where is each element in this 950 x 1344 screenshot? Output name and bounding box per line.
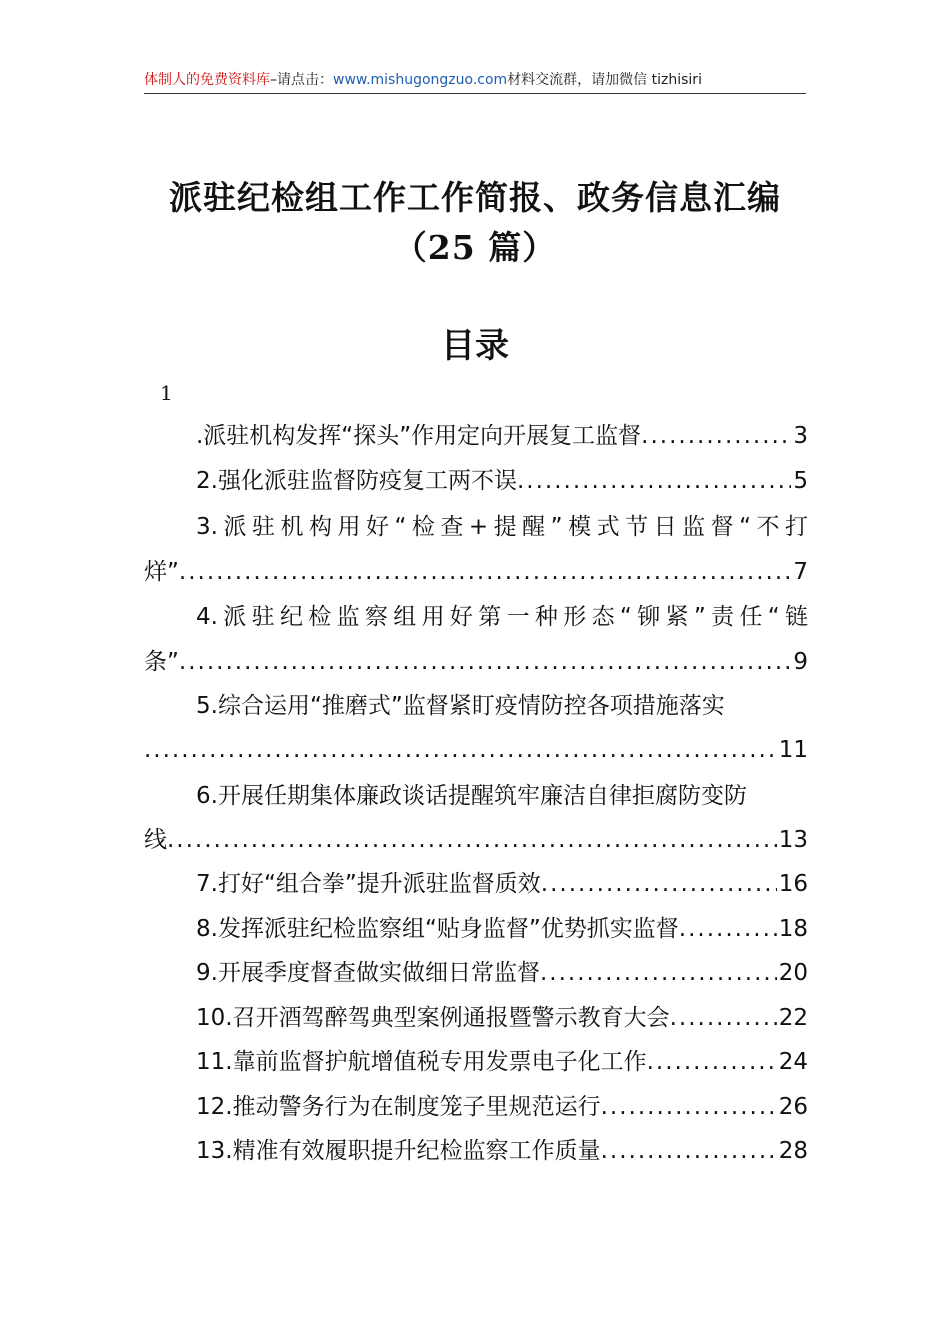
toc-entry[interactable] bbox=[196, 914, 808, 944]
toc-leader bbox=[144, 735, 777, 765]
toc-entry-title: 8.发挥派驻纪检监察组“贴身监督”优势抓实监督 bbox=[196, 916, 679, 942]
toc-leader bbox=[601, 1092, 777, 1122]
toc-entry-title-line1[interactable]: 3.派驻机构用好“检查+提醒”模式节日监督“不打 bbox=[196, 514, 808, 540]
toc-entry-title: 9.开展季度督查做实做细日常监督 bbox=[196, 960, 540, 986]
toc-entry-page: 16 bbox=[778, 871, 808, 897]
toc-entry-page: 13 bbox=[778, 827, 808, 853]
toc-leader bbox=[541, 869, 777, 899]
toc-entry-page: 28 bbox=[778, 1138, 808, 1164]
header-divider bbox=[144, 93, 806, 94]
toc-entry[interactable] bbox=[196, 958, 808, 988]
toc-entry[interactable] bbox=[196, 421, 808, 451]
toc-entry-title: 7.打好“组合拳”提升派驻监督质效 bbox=[196, 871, 541, 897]
toc-entry[interactable] bbox=[196, 1003, 808, 1033]
document-subtitle: （25 篇） bbox=[393, 228, 557, 267]
toc-leader bbox=[647, 1047, 777, 1077]
toc-entry-title: 12.推动警务行为在制度笼子里规范运行 bbox=[196, 1094, 601, 1120]
toc-entry-title-line1[interactable]: 5.综合运用“推磨式”监督紧盯疫情防控各项措施落实 bbox=[196, 693, 725, 719]
toc-entry[interactable] bbox=[196, 1092, 808, 1122]
toc-entry-title-line2: 线 bbox=[144, 827, 167, 853]
toc-leader bbox=[641, 421, 791, 451]
toc-entry[interactable] bbox=[144, 557, 808, 587]
toc-entry-page: 24 bbox=[778, 1049, 808, 1075]
toc-entry-title: 13.精准有效履职提升纪检监察工作质量 bbox=[196, 1138, 601, 1164]
toc-entry-title-line2: 烊” bbox=[144, 559, 179, 585]
toc-heading: 目录 bbox=[441, 326, 509, 366]
toc-entry-page: 7 bbox=[793, 559, 808, 585]
toc-entry[interactable] bbox=[196, 869, 808, 899]
toc-entry-page: 18 bbox=[778, 916, 808, 942]
toc-leader bbox=[179, 647, 791, 677]
wechat-note: 材料交流群，请加微信 tizhisiri bbox=[507, 72, 702, 88]
toc-entry[interactable] bbox=[144, 825, 808, 855]
library-name: 体制人的免费资料库 bbox=[144, 72, 270, 88]
toc-leader bbox=[601, 1136, 777, 1166]
toc-entry[interactable] bbox=[196, 1136, 808, 1166]
toc-entry-title: 2.强化派驻监督防疫复工两不误 bbox=[196, 468, 517, 494]
toc-leader bbox=[167, 825, 777, 855]
toc-entry-page: 9 bbox=[793, 649, 808, 675]
toc-entry-title: .派驻机构发挥“探头”作用定向开展复工监督 bbox=[196, 423, 642, 449]
toc-leader bbox=[517, 466, 791, 496]
website-link[interactable]: www.mishugongzuo.com bbox=[333, 72, 508, 88]
stray-number: 1 bbox=[160, 381, 173, 405]
toc-leader bbox=[679, 914, 777, 944]
toc-entry-title-line2: 条” bbox=[144, 649, 179, 675]
toc-entry[interactable] bbox=[196, 1047, 808, 1077]
toc-entry-page: 11 bbox=[778, 737, 808, 763]
toc-leader bbox=[670, 1003, 777, 1033]
toc-entry-title-line1[interactable]: 6.开展任期集体廉政谈话提醒筑牢廉洁自律拒腐防变防 bbox=[196, 783, 747, 809]
toc-entry-title: 10.召开酒驾醉驾典型案例通报暨警示教育大会 bbox=[196, 1005, 670, 1031]
toc-entry-page: 26 bbox=[778, 1094, 808, 1120]
toc-leader bbox=[179, 557, 791, 587]
toc-entry-page: 22 bbox=[778, 1005, 808, 1031]
toc-entry-page: 20 bbox=[778, 960, 808, 986]
toc-entry[interactable] bbox=[144, 647, 808, 677]
toc-entry-title-line1[interactable]: 4.派驻纪检监察组用好第一种形态“铆紧”责任“链 bbox=[196, 604, 808, 630]
toc-entry-page: 5 bbox=[793, 468, 808, 494]
toc-entry-title: 11.靠前监督护航增值税专用发票电子化工作 bbox=[196, 1049, 647, 1075]
toc-entry-page: 3 bbox=[793, 423, 808, 449]
click-prompt: –请点击： bbox=[270, 72, 333, 88]
document-title: 派驻纪检组工作工作简报、政务信息汇编 bbox=[169, 178, 781, 217]
header-banner bbox=[144, 70, 806, 90]
toc-entry[interactable] bbox=[144, 735, 808, 765]
toc-entry[interactable] bbox=[196, 466, 808, 496]
toc-leader bbox=[540, 958, 777, 988]
